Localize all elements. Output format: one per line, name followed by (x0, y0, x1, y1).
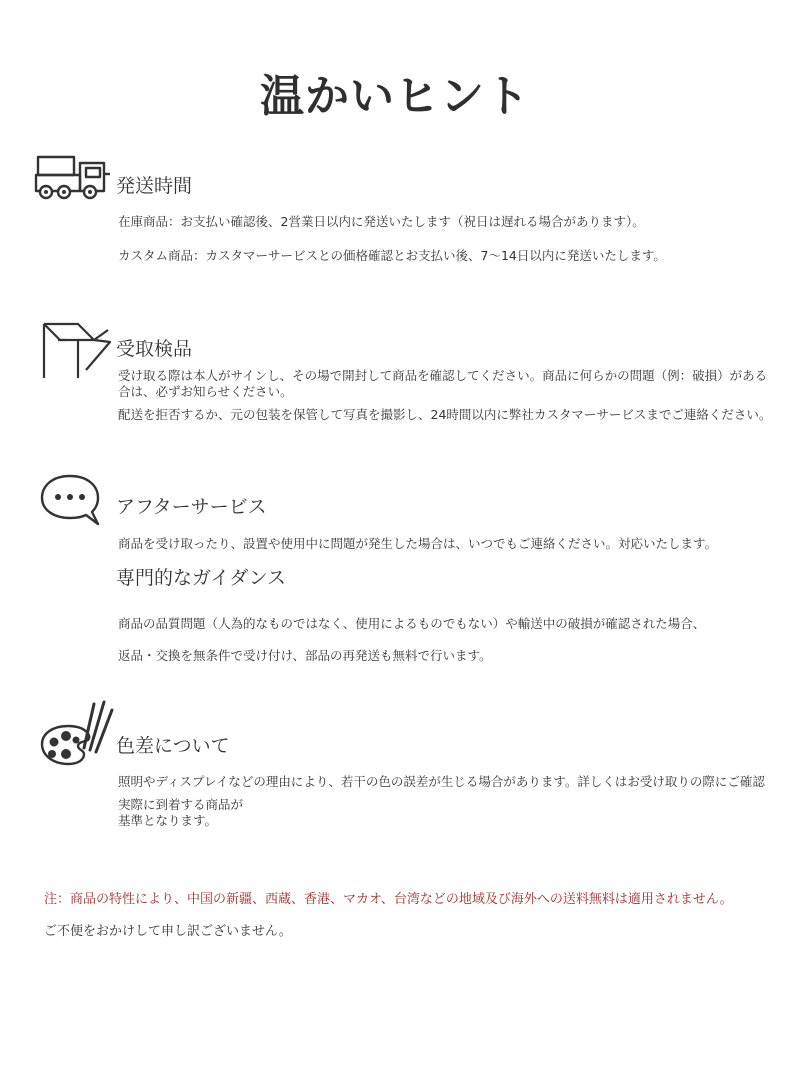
apology-note: ご不便をおかけして申し訳ございません。 (44, 924, 292, 939)
section-line: 基準となります。 (118, 813, 218, 828)
section-line: 商品を受け取ったり、設置や使用中に問題が発生した場合は、いつでもご連絡ください。対応いたします。 (118, 536, 718, 551)
section-line: 照明やディスプレイなどの理由により、若干の色の誤差が生じる場合があります。詳しくはお受け取りの際にご確認 (118, 774, 765, 789)
page-title: 温かいヒント (260, 71, 530, 122)
section-line: 受け取る際は本人がサインし、その場で開封して商品を確認してください。商品に何らかの問題（例：破損）がある (118, 368, 768, 383)
section-line: 合は、必ずお知らせください。 (118, 384, 293, 399)
section-line: カスタム商品：カスタマーサービスとの価格確認とお支払い後、7〜14日以内に発送いたします。 (118, 248, 666, 263)
section-heading-guidance: 専門的なガイダンス (116, 567, 287, 589)
paint-palette-icon (38, 696, 118, 770)
shipping-exclusion-note: 注：商品の特性により、中国の新疆、西蔵、香港、マカオ、台湾などの地域及び海外への送料無料は適用されません。 (44, 892, 733, 907)
section-line: 返品・交換を無条件で受け付け、部品の再発送も無料で行います。 (118, 648, 492, 663)
section-heading-inspection: 受取検品 (116, 338, 193, 360)
section-heading-after-service: アフターサービス (116, 496, 267, 518)
box-icon (38, 318, 114, 384)
truck-icon (34, 154, 114, 202)
section-line: 商品の品質問題（人為的なものではなく、使用によるものでもない）や輸送中の破損が確認された場合、 (118, 616, 706, 631)
section-heading-shipping: 発送時間 (116, 175, 193, 197)
section-line: 在庫商品：お支払い確認後、2営業日以内に発送いたします（祝日は遅れる場合があります）。 (118, 214, 645, 229)
section-line: 配送を拒否するか、元の包装を保管して写真を撮影し、24時間以内に弊社カスタマーサービスまでご連絡ください。 (118, 407, 772, 422)
section-heading-color-difference: 色差について (116, 735, 230, 757)
speech-bubble-icon (38, 472, 102, 528)
section-line: 実際に到着する商品が (118, 797, 244, 812)
